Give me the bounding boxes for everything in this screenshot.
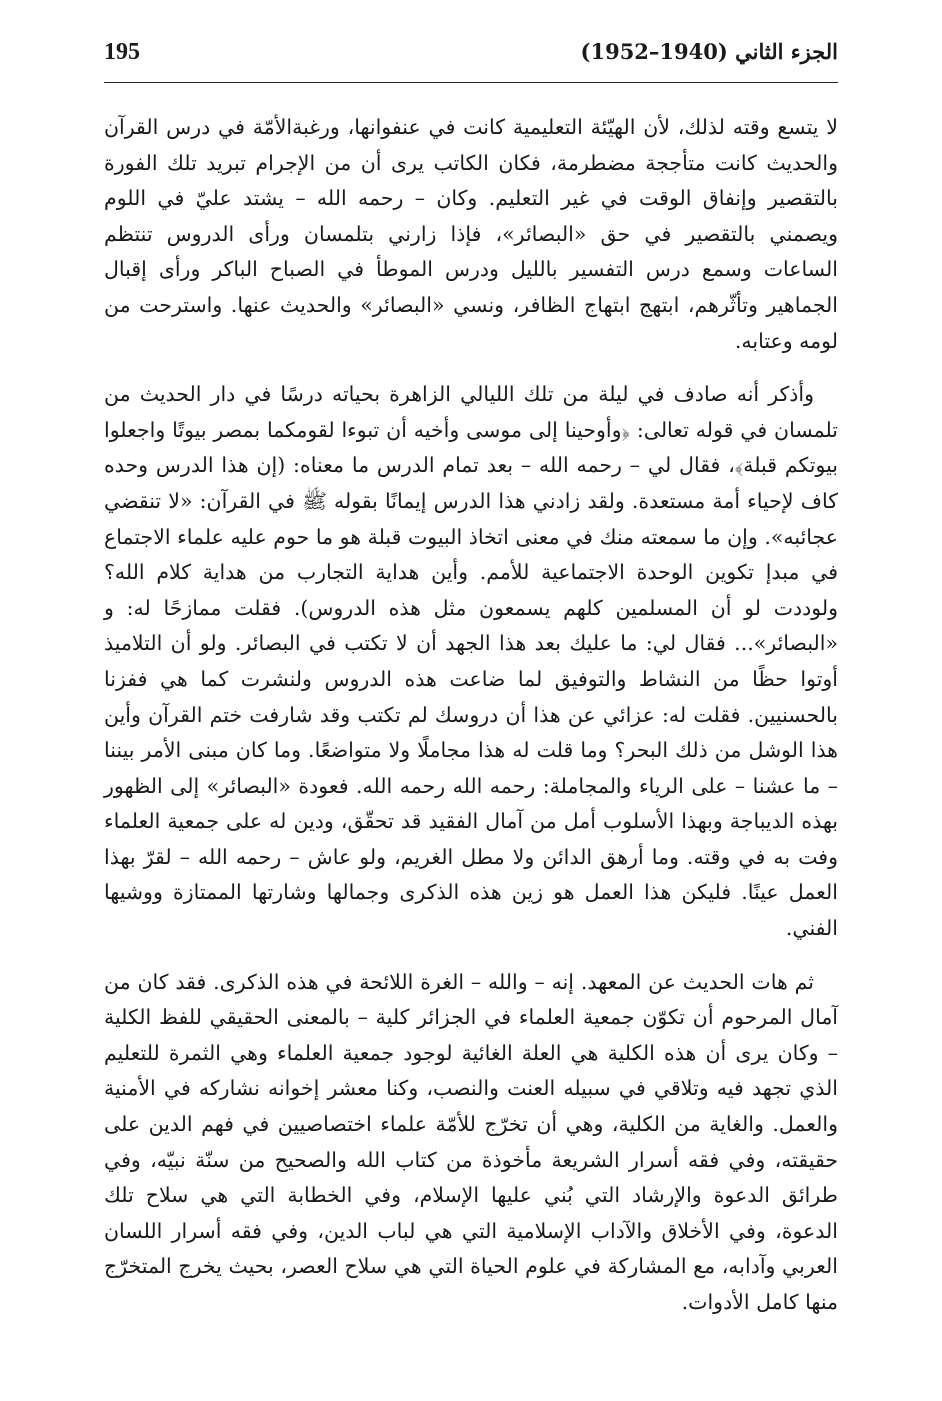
paragraph: ثم هات الحديث عن المعهد. إنه – والله – الغرة اللائحة في هذه الذكرى. فقد كان من آمال المرحوم أن تكوّن جمعية العلماء في الجزائر كلية – بالمعنى الحقيقي للفظ الكلية – وكان يرى أن هذه الكلية هي العلة الغائية لوجود جمعية العلماء وهي الثمرة للتعليم الذي تجهد فيه وتلاقي في سبيله العنت والنصب، وكنا معشر إخوانه نشاركه في الأمنية والعمل. والغاية من الكلية، وهي أن تخرّج للأمّة علماء اختصاصيين في فهم الدين على حقيقته، وفي فقه أسرار الشريعة مأخوذة من كتاب الله والصحيح من سنّة نبيّه، وفي طرائق الدعوة والإرشاد التي بُني عليها الإسلام، وفي الخطابة التي هي سلاح تلك الدعوة، وفي الأخلاق والآداب الإسلامية التي هي لباب الدين، وفي فقه أسرار اللسان العربي وآدابه، مع المشاركة في علوم الحياة التي هي سلاح العصر، بحيث يخرج المتخرّج منها كامل الأدوات. <box>104 969 838 1314</box>
paragraph: وأذكر أنه صادف في ليلة من تلك الليالي الزاهرة بحياته درسًا في دار الحديث من تلمسان في قوله تعالى: ﴿وأوحينا إلى موسى وأخيه أن تبوءا لقومكما بمصر بيوتًا واجعلوا بيوتكم قبلة﴾، فقال لي – رحمه الله – بعد تمام الدرس ما معناه: (إن هذا الدرس وحده كاف لإحياء أمة مستعدة. ولقد زادني هذا الدرس إيمانًا بقوله ﷺ في القرآن: «لا تنقضي عجائبه». وإن ما سمعته منك في معنى اتخاذ البيوت قبلة هو ما حوم عليه علماء الاجتماع في مبدإ تكوين الوحدة الاجتماعية للأمم. وأين هداية التجارب من هداية كلام الله؟ ولوددت لو أن المسلمين كلهم يسمعون مثل هذه الدروس). فقلت ممازحًا له: و «البصائر»... فقال لي: ما عليك بعد هذا الجهد أن لا تكتب في البصائر. ولو أن التلاميذ أوتوا حظًا من النشاط والتوفيق لما ضاعت هذه الدروس ولنشرت كما هي ففزنا بالحسنيين. فقلت له: عزائي عن هذا أن دروسك لم تكتب وقد شارفت ختم القرآن وأين هذا الوشل من ذلك البحر؟ وما قلت له هذا مجاملًا ولا متواضعًا. وما كان مبنى الأمر بيننا – ما عشنا – على الرياء والمجاملة: رحمه الله رحمه الله. فعودة «البصائر» إلى الظهور بهذه الديباجة وبهذا الأسلوب أمل من آمال الفقيد قد تحقّق، ودين له على جمعية العلماء وفت به في وقته. وما أرهق الدائن ولا مطل الغريم، ولو عاش – رحمه الله – لقرّ بهذا العمل عينًا. فليكن هذا العمل هو زين هذه الذكرى وجمالها وشارتها الممتازة ووشيها الفني. <box>104 382 838 941</box>
running-header <box>104 38 838 83</box>
header-title: الجزء الثاني (1940–1952) <box>580 39 838 64</box>
paragraph: لا يتسع وقته لذلك، لأن الهيّئة التعليمية كانت في عنفوانها، ورغبةالأمّة في درس القرآن والحديث كانت متأججة مضطرمة، فكان الكاتب يرى أن من الإجرام تبريد تلك الفورة بالتقصير وإنفاق الوقت في غير التعليم. وكان – رحمه الله – يشتد عليّ في اللوم ويصمني بالتقصير في حق «البصائر»، فإذا زارني بتلمسان ورأى الدروس تنتظم الساعات وسمع درس التفسير بالليل ودرس الموطأ في الصباح الباكر ورأى إقبال الجماهير وتأثّرهم، ابتهج ابتهاج الظافر، ونسي «البصائر» والحديث عنها. واسترحت من لومه وعتابه. <box>104 115 838 353</box>
body-text <box>104 110 838 1321</box>
page-number: 195 <box>104 39 140 65</box>
